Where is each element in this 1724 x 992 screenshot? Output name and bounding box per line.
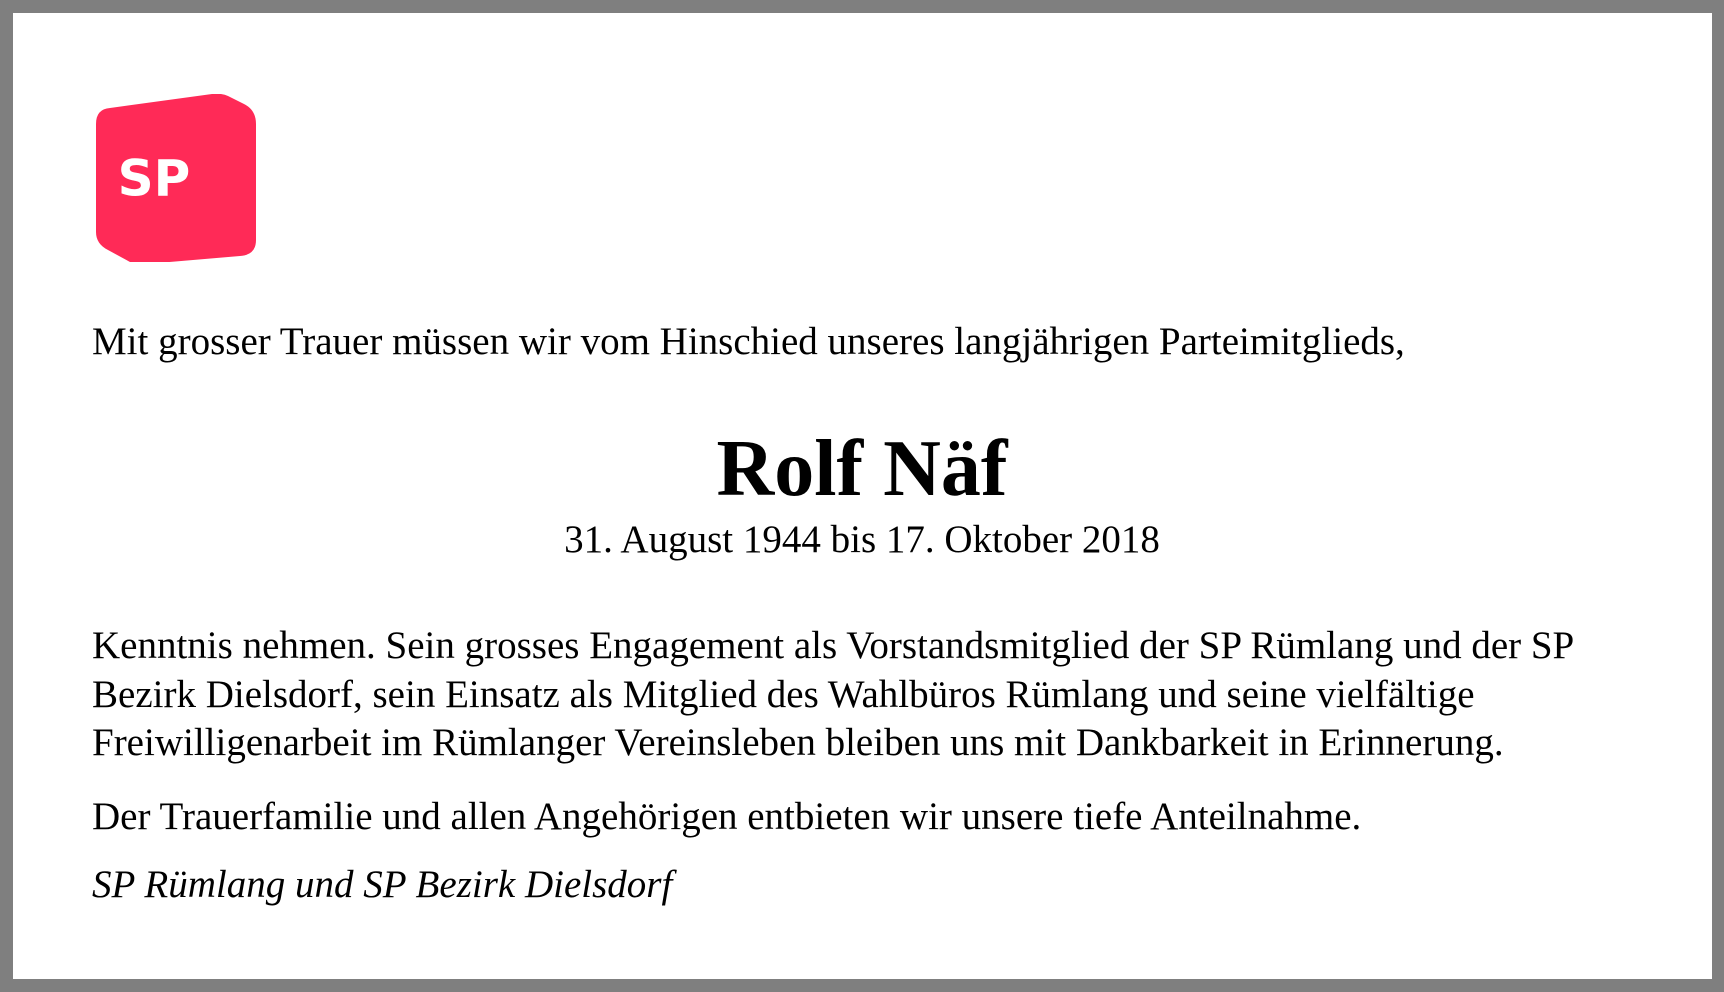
tribute-paragraph: Kenntnis nehmen. Sein grosses Engagement als Vorstandsmitglied der SP Rümlang und der SP Bezirk Dielsdorf, sein Einsatz als Mitglied des Wahlbüros Rümlang und seine vielfältige Freiwilligenarbeit im Rümlanger Vereinsleben bleiben uns mit Dankbarkeit in Erinnerung. bbox=[92, 624, 1573, 764]
intro-text: Mit grosser Trauer müssen wir vom Hinschied unseres langjährigen Parteimitglieds, bbox=[92, 320, 1405, 363]
sp-logo-icon bbox=[96, 94, 256, 262]
signature: SP Rümlang und SP Bezirk Dielsdorf bbox=[92, 863, 673, 906]
sp-logo-text: SP bbox=[117, 149, 191, 208]
condolence-text: Der Trauerfamilie und allen Angehörigen entbieten wir unsere tiefe Anteilnahme. bbox=[92, 795, 1362, 838]
sp-party-logo bbox=[96, 94, 256, 262]
deceased-name: Rolf Näf bbox=[716, 425, 1008, 513]
life-dates: 31. August 1944 bis 17. Oktober 2018 bbox=[564, 518, 1160, 561]
